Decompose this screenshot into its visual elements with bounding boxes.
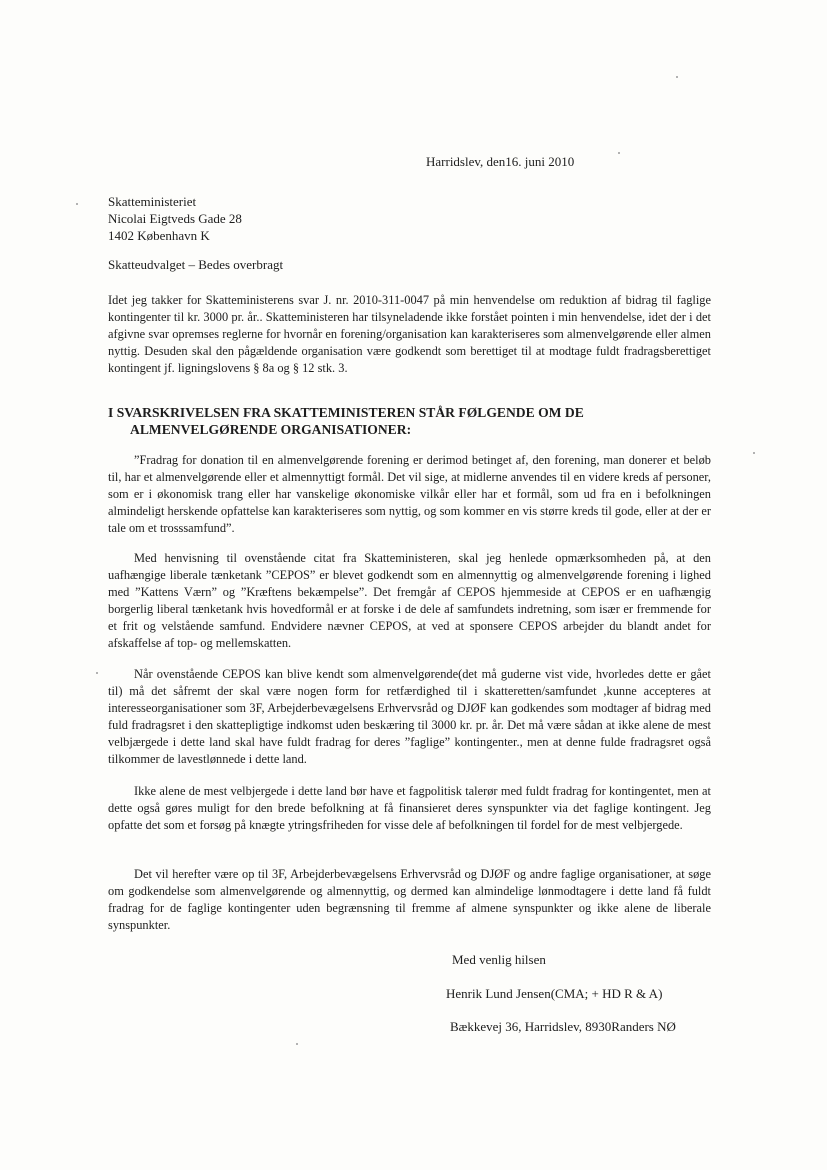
date-line: Harridslev, den16. juni 2010: [426, 154, 575, 169]
scan-speck: [676, 76, 678, 78]
scan-speck: [96, 672, 98, 674]
recipient-address: [108, 193, 242, 244]
quote-paragraph: ”Fradrag for donation til en almenvelgørende forening er derimod betinget af, den forening, man donerer et beløb til, har et almenvelgørende eller et almennyttigt formål. Det vil sige, at midlerne anvendes til en videre kreds af personer, som er i økonomisk trang eller har vanskelige økonomiske vilkår eller har et formål, som ud fra en i befolkningen almindeligt herskende opfattelse kan karakteriseres som nyttig, og som kommer en vis større kreds til gode, eller at der er tale om et trosssamfund”.: [108, 453, 711, 535]
scan-speck: [296, 1043, 298, 1045]
scan-speck: [618, 152, 620, 154]
signer-name: Henrik Lund Jensen(CMA; + HD R & A): [446, 986, 663, 1001]
intro-paragraph: Idet jeg takker for Skatteministerens svar J. nr. 2010-311-0047 på min henvendelse om reduktion af bidrag til faglige kontingenter til kr. 3000 pr. år.. Skatteministeren har tilsyneladende ikke forstået pointen i min henvendelse, idet der i det afgivne svar opremses reglerne for hvornår en forening/organisation kan karakteriseres som almenvelgørende eller almen nyttig. Desuden skal den pågældende organisation være godkendt som berettiget til at modtage fuldt fradragsberettiget kontingent jf. ligningslovens § 8a og § 12 stk. 3.: [108, 293, 711, 375]
scan-speck: [76, 203, 78, 205]
broad-population-paragraph: Ikke alene de mest velbjergede i dette land bør have et fagpolitisk talerør med fuldt fradrag for kontingentet, men at dette også gøres muligt for den brede befolkning at få finansieret deres synspunkter via det faglige kontingent. Jeg opfatte det som et forsøg på knægte ytringsfriheden for visse dele af befolkningen til fordel for de mest velbjergede.: [108, 784, 711, 832]
recipient-street: Nicolai Eigtveds Gade 28: [108, 211, 242, 226]
section-heading: [108, 404, 668, 438]
section-heading-line-2: ALMENVELGØRENDE ORGANISATIONER:: [130, 422, 412, 437]
recipient-city: 1402 København K: [108, 228, 210, 243]
section-heading-line-1: I SVARSKRIVELSEN FRA SKATTEMINISTEREN STÅR FØLGENDE OM DE: [108, 405, 584, 420]
fairness-paragraph: Når ovenstående CEPOS kan blive kendt som almenvelgørende(det må guderne vist vide, hvorledes dette er gået til) må det såfremt der skal være nogen form for retfærdighed til i skatteretten/samfundet ,kunne accepteres at interesseorganisationer som 3F, Arbejderbevægelsens Erhvervsråd og DJØF kan godkendes som modtager af bidrag med fuld fradragsret i den skattepligtige indkomst uden beskæring til 3000 kr. pr. år. Det må være sådan at ikke alene de mest velbjærgede i dette land skal have fuldt fradrag for deres ”faglige” kontingenter., men at denne fulde fradragsret også tilkommer de lavestlønnede i dette land.: [108, 667, 711, 766]
scan-speck: [753, 452, 755, 454]
via-line: Skatteudvalget – Bedes overbragt: [108, 257, 284, 272]
cepos-paragraph: Med henvisning til ovenstående citat fra Skatteministeren, skal jeg henlede opmærksomheden på, at den uafhængige liberale tænketank ”CEPOS” er blevet godkendt som en almennyttig og almenvelgørende forening i lighed med ”Kattens Værn” og ”Kræftens bekæmpelse”. Det fremgår af CEPOS hjemmeside at CEPOS er en uafhængig borgerlig liberal tænketank hvis hovedformål er at forske i de dele af samfundets indretning, som især er fremmende for et frit og velstående samfund. Endvidere nævner CEPOS, at ved at sponsere CEPOS arbejder du blandt andet for afskaffelse af top- og mellemskatten.: [108, 551, 711, 650]
organisations-paragraph: Det vil herefter være op til 3F, Arbejderbevægelsens Erhvervsråd og DJØF og andre faglige organisationer, at søge om godkendelse som almenvelgørende og almennyttig, og dermed kan almindelige lønmodtagere i dette land få fuldt fradrag for de faglige kontingenter uden begrænsning til fremme af almene synspunkter og ikke alene de liberale synspunkter.: [108, 867, 711, 932]
sender-address: Bækkevej 36, Harridslev, 8930Randers NØ: [450, 1019, 676, 1034]
recipient-name: Skatteministeriet: [108, 194, 197, 209]
closing-salutation: Med venlig hilsen: [452, 952, 546, 967]
